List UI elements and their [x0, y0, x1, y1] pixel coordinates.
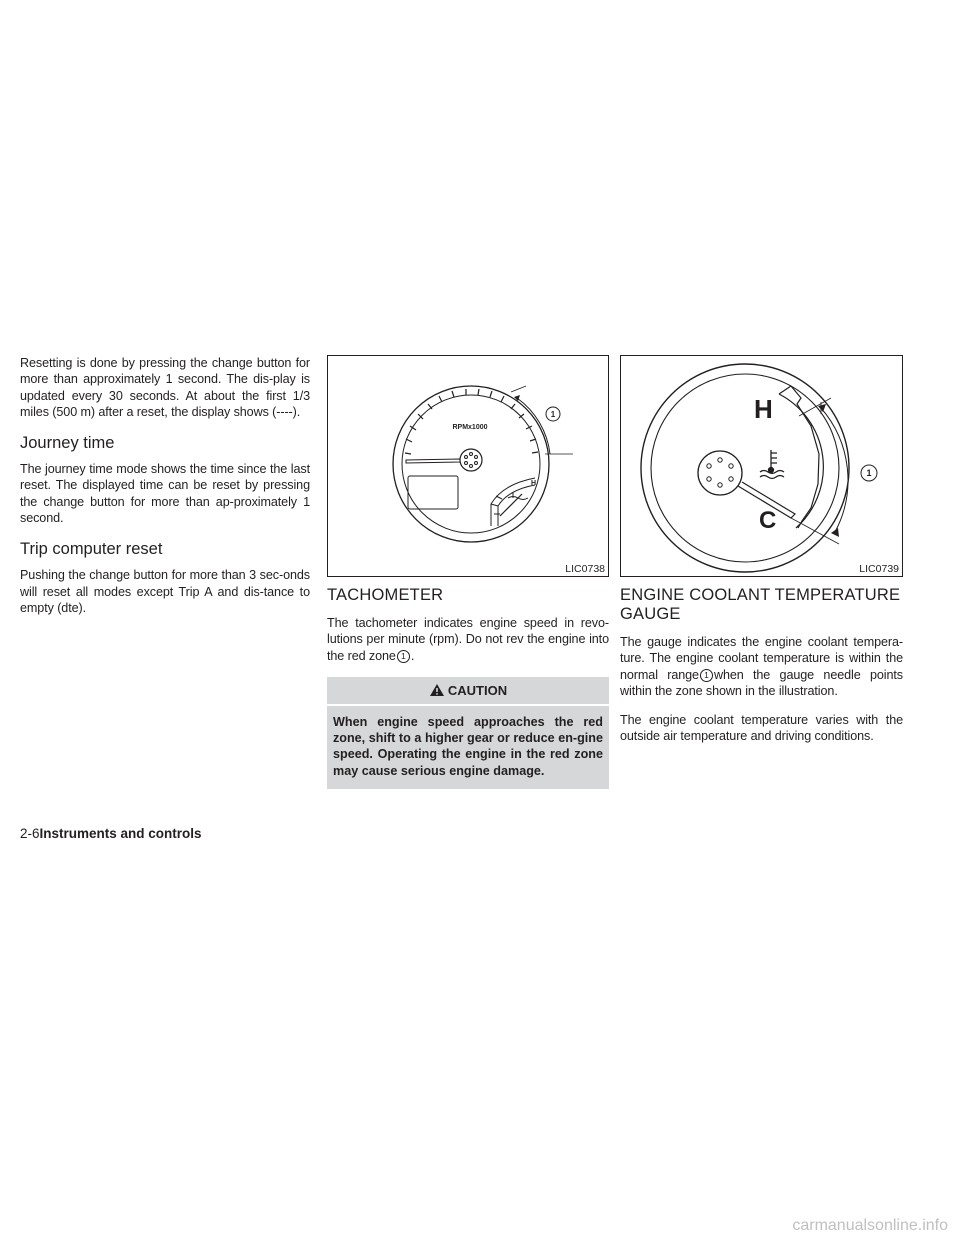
figure-code: LIC0739 — [859, 563, 899, 575]
caution-title: CAUTION — [447, 682, 508, 698]
tachometer-illustration — [328, 356, 610, 578]
figure-code: LIC0738 — [565, 563, 605, 575]
rpm-label: RPMx1000 — [452, 424, 488, 431]
trip-computer-reset-heading: Trip computer reset — [20, 540, 163, 559]
callout-number: 1 — [397, 650, 410, 663]
coolant-gauge-illustration — [621, 356, 904, 578]
reset-paragraph: Resetting is done by pressing the change button for more than approximately 1 second. The dis-play is updated every 30 seconds. At about the first 1/3 miles (500 m) after a reset, the display shows (----). — [20, 356, 310, 419]
tachometer-heading: TACHOMETER — [327, 586, 444, 604]
coolant-text-end: when the gauge needle points within the zone shown in the illustration. — [620, 667, 903, 698]
warning-triangle-icon — [429, 683, 445, 697]
middle-column — [327, 355, 609, 789]
page-footer — [20, 826, 202, 841]
tachometer-paragraph — [327, 615, 609, 664]
journey-time-heading: Journey time — [20, 434, 115, 453]
tachometer-callout-label: 1 — [550, 410, 556, 419]
caution-header — [327, 677, 609, 706]
coolant-temperature-icon — [760, 450, 784, 479]
tachometer-figure — [327, 355, 609, 577]
coolant-gauge-heading: ENGINE COOLANT TEMPERATURE GAUGE — [620, 586, 901, 623]
right-column — [620, 355, 903, 758]
tachometer-text-end: . — [410, 648, 415, 663]
coolant-callout-label: 1 — [866, 468, 872, 478]
coolant-gauge-figure — [620, 355, 903, 577]
trip-computer-reset-paragraph: Pushing the change button for more than 3 sec-onds will reset all modes except Trip A and dis-tance to empty (dte). — [20, 568, 310, 615]
left-column — [20, 355, 310, 629]
watermark: carmanualsonline.info — [792, 1217, 948, 1234]
chapter-title: Instruments and controls — [39, 826, 202, 841]
tachometer-h-label: H — [531, 480, 537, 487]
caution-text: When engine speed approaches the red zone, shift to a higher gear or reduce en-gine speed. Operating the engine in the red zone may cause serious engine damage. — [333, 714, 603, 778]
coolant-gauge-paragraph — [620, 634, 903, 699]
tachometer-text: The tachometer indicates engine speed in revo-lutions per minute (rpm). Do not rev the engine into the red zone — [327, 616, 609, 663]
coolant-text: The gauge indicates the engine coolant tempera-ture. The engine coolant temperature is within the normal range — [620, 635, 903, 682]
callout-number: 1 — [700, 669, 713, 682]
caution-box — [327, 677, 609, 789]
coolant-c-label: C — [759, 507, 777, 534]
journey-time-paragraph: The journey time mode shows the time since the last reset. The displayed time can be reset by pressing the change button for more than ap-proximately 1 second. — [20, 462, 310, 526]
coolant-variation-paragraph: The engine coolant temperature varies with the outside air temperature and driving conditions. — [620, 713, 903, 744]
page-number: 2-6 — [20, 826, 40, 841]
coolant-h-label: H — [754, 394, 773, 424]
